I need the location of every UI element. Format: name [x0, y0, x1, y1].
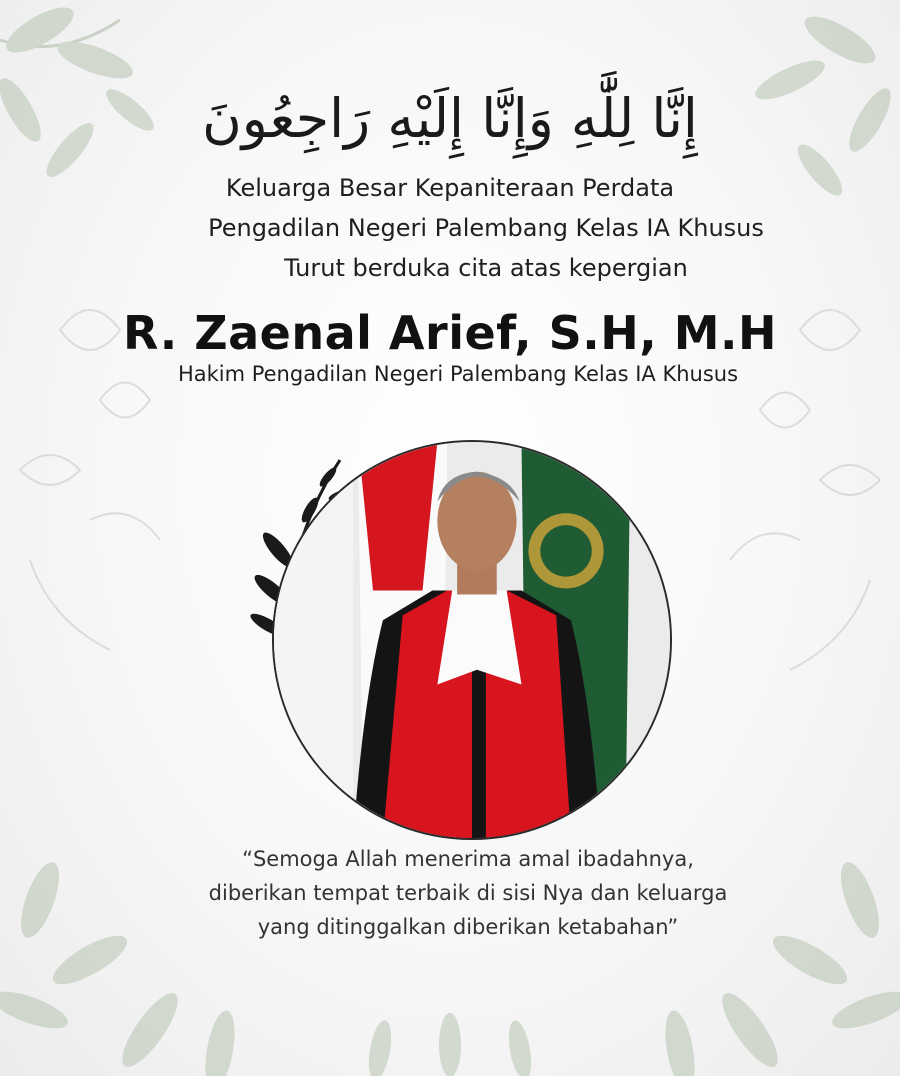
header-family-line: Keluarga Besar Kepaniteraan Perdata — [225, 174, 675, 202]
header-condolence-line: Turut berduka cita atas kepergian — [284, 254, 688, 282]
deceased-name: R. Zaenal Arief, S.H, M.H — [122, 306, 777, 360]
header-court-line: Pengadilan Negeri Palembang Kelas IA Khusus — [208, 214, 764, 242]
quote-line-1: “Semoga Allah menerima amal ibadahnya, — [242, 847, 694, 871]
arabic-condolence-phrase: إِنَّا لِلَّٰهِ وَإِنَّا إِلَيْهِ رَاجِعُونَ — [202, 87, 698, 150]
deceased-position: Hakim Pengadilan Negeri Palembang Kelas IA Khusus — [177, 362, 739, 386]
portrait-photo — [272, 440, 672, 840]
quote-line-2: diberikan tempat terbaik di sisi Nya dan keluarga — [208, 881, 728, 905]
quote-line-3: yang ditinggalkan diberikan ketabahan” — [257, 915, 679, 939]
